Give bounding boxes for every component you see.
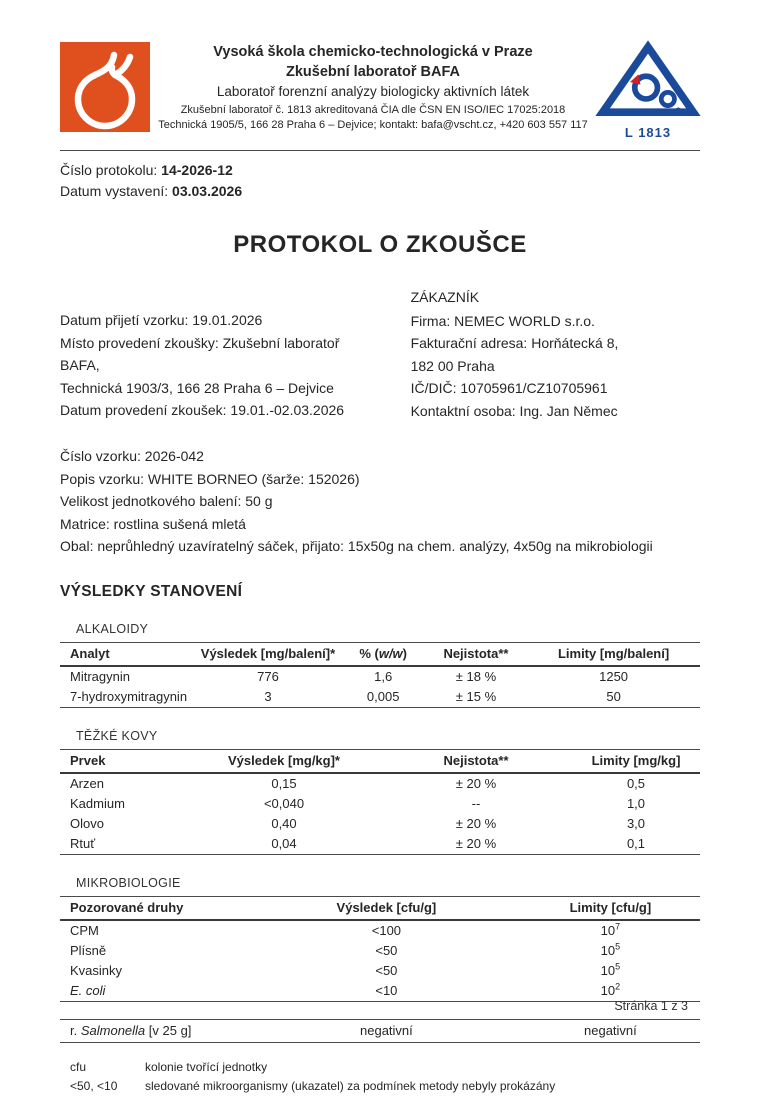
element-result: 0,15 [271,776,297,791]
table-row [60,794,700,814]
section-label-microbiology: MIKROBIOLOGIE [76,875,181,890]
document-header [60,40,700,140]
protocol-meta [60,160,700,202]
analyte-result: 3 [264,689,272,704]
element-uncertainty: ± 20 % [455,816,497,831]
sample-info-block [60,445,700,558]
header-institution-block [150,42,596,133]
element-uncertainty: ± 20 % [455,836,497,851]
col-header-element: Prvek [60,749,188,773]
species-result: <10 [375,983,398,998]
info-columns [60,286,700,422]
issue-date-value: 03.03.2026 [172,183,243,199]
element-limit: 1,0 [626,796,646,811]
customer-heading: ZÁKAZNÍK [410,289,480,305]
element-limit: 0,5 [626,776,646,791]
footnote-description: sledované mikroorganismy (ukazatel) za podmínek metody nebyly prokázány [145,1078,556,1093]
table-header-row [60,749,700,773]
element-name: Olovo [70,816,104,831]
col-header-result: Výsledek [mg/kg]* [188,749,380,773]
species-name: E. coli [70,983,106,998]
footnote-term: cfu [70,1059,87,1074]
element-result: <0,040 [263,796,305,811]
footnotes-block [60,1058,700,1096]
footnote [60,1058,700,1077]
table-header-row [60,896,700,920]
accreditation-line: Zkušební laboratoř č. 1813 akreditovaná ČIA dle ČSN EN ISO/IEC 17025:2018 [180,104,566,116]
heavy-metals-table [60,749,700,855]
element-uncertainty: ± 20 % [455,776,497,791]
col-header-percent: % (w/w) [342,642,425,666]
protocol-number-value: 14-2026-12 [161,162,233,178]
table-row [60,814,700,834]
table-row [60,687,700,708]
customer-line: Firma: NEMEC WORLD s.r.o. [410,312,595,329]
table-row [60,666,700,687]
section-label-alkaloids: ALKALOIDY [76,621,149,636]
species-name: Kvasinky [70,963,123,978]
sample-line: Číslo vzorku: 2026-042 [60,448,204,464]
reception-line: Datum provedení zkoušek: 19.01.-02.03.2026 [60,402,345,418]
analyte-uncertainty: ± 18 % [455,669,497,684]
analyte-name: Mitragynin [70,669,130,684]
analyte-percent: 1,6 [374,669,393,684]
table-row [60,773,700,794]
col-header-uncertainty: Nejistota** [380,749,572,773]
element-limit: 0,1 [626,836,646,851]
cia-accreditation-mark [596,40,700,140]
sample-line: Velikost jednotkového balení: 50 g [60,493,273,509]
species-result: <100 [371,923,402,938]
analyte-limit: 1250 [599,669,629,684]
results-heading: VÝSLEDKY STANOVENÍ [60,582,243,600]
element-uncertainty: -- [471,796,481,811]
table-row [60,961,700,981]
col-header-result: Výsledek [cfu/g] [252,896,521,920]
table-row [60,981,700,1002]
col-header-analyte: Analyt [60,642,194,666]
species-result: <50 [375,963,398,978]
reception-line: Místo provedení zkoušky: Zkušební laboratoř BAFA, [60,334,340,373]
footnote [60,1077,700,1096]
element-result: 0,40 [271,816,297,831]
analyte-limit: 50 [606,689,621,704]
customer-line: 182 00 Praha [410,357,495,374]
species-name: CPM [70,923,99,938]
species-limit: $10^7$ [600,921,621,938]
analyte-uncertainty: ± 15 % [455,689,497,704]
vscht-logo-icon [60,42,150,132]
table-row [60,1019,700,1042]
species-limit: $10^5$ [600,961,621,978]
accreditation-number-label: L 1813 [624,125,672,140]
section-label-heavy-metals: TĚŽKÉ KOVY [76,728,158,743]
footnote-description: kolonie tvořící jednotky [145,1059,268,1074]
salmonella-result: negativní [360,1023,413,1038]
sample-line: Matrice: rostlina sušená mletá [60,515,246,532]
customer-info-block [374,286,700,422]
table-row [60,920,700,941]
footnote-term: <50, <10 [70,1078,118,1093]
protocol-number-label: Číslo protokolu: [60,162,162,178]
col-header-limit: Limity [mg/kg] [572,749,700,773]
species-name: Plísně [70,943,107,958]
page-number-label: Stránka 1 z 3 [614,999,688,1013]
element-name: Rtuť [70,836,96,851]
protocol-number-line [60,160,700,181]
analyte-percent: 0,005 [366,689,400,704]
sample-line: Popis vzorku: WHITE BORNEO (šarže: 152026) [60,470,360,487]
customer-line: Kontaktní osoba: Ing. Jan Němec [410,402,618,419]
col-header-result: Výsledek [mg/balení]* [194,642,341,666]
element-result: 0,04 [271,836,297,851]
species-result: <50 [375,943,398,958]
element-name: Arzen [70,776,104,791]
salmonella-limit: negativní [584,1023,637,1038]
element-limit: 3,0 [626,816,646,831]
lab-fullname: Laboratoř forenzní analýzy biologicky aktivních látek [216,84,530,99]
species-limit: $10^2$ [600,981,621,998]
table-header-row [60,642,700,666]
element-name: Kadmium [70,796,125,811]
header-divider [60,150,700,151]
table-row [60,941,700,961]
customer-line: IČ/DIČ: 10705961/CZ10705961 [410,380,608,396]
reception-info-block [60,309,374,422]
contact-line: Technická 1905/5, 166 28 Praha 6 – Dejvice; kontakt: bafa@vscht.cz, +420 603 557 117 [158,119,588,131]
analyte-name: 7-hydroxymitragynin [70,689,188,704]
reception-line: Datum přijetí vzorku: 19.01.2026 [60,312,263,328]
issue-date-label: Datum vystavení: [60,183,173,199]
species-limit: $10^5$ [600,941,621,958]
col-header-species: Pozorované druhy [60,896,252,920]
sample-line: Obal: neprůhledný uzavíratelný sáček, přijato: 15x50g na chem. analýzy, 4x50g na mikrobiologii [60,538,653,554]
alkaloids-table [60,642,700,708]
issue-date-line [60,181,700,202]
col-header-limit: Limity [cfu/g] [521,896,700,920]
customer-line: Fakturační adresa: Horňátecká 8, [410,335,619,351]
analyte-result: 776 [257,669,279,684]
lab-name: Zkušební laboratoř BAFA [285,64,461,80]
salmonella-label: r. Salmonella [v 25 g] [70,1023,192,1038]
cia-triangle-icon [596,40,700,122]
table-row [60,834,700,855]
col-header-limit: Limity [mg/balení] [527,642,700,666]
page-title: PROTOKOL O ZKOUŠCE [233,231,527,258]
col-header-uncertainty: Nejistota** [425,642,527,666]
salmonella-table [60,1019,700,1043]
reception-line: Technická 1903/3, 166 28 Praha 6 – Dejvice [60,379,334,396]
microbiology-table [60,896,700,1002]
institution-name: Vysoká škola chemicko-technologická v Praze [213,44,533,60]
